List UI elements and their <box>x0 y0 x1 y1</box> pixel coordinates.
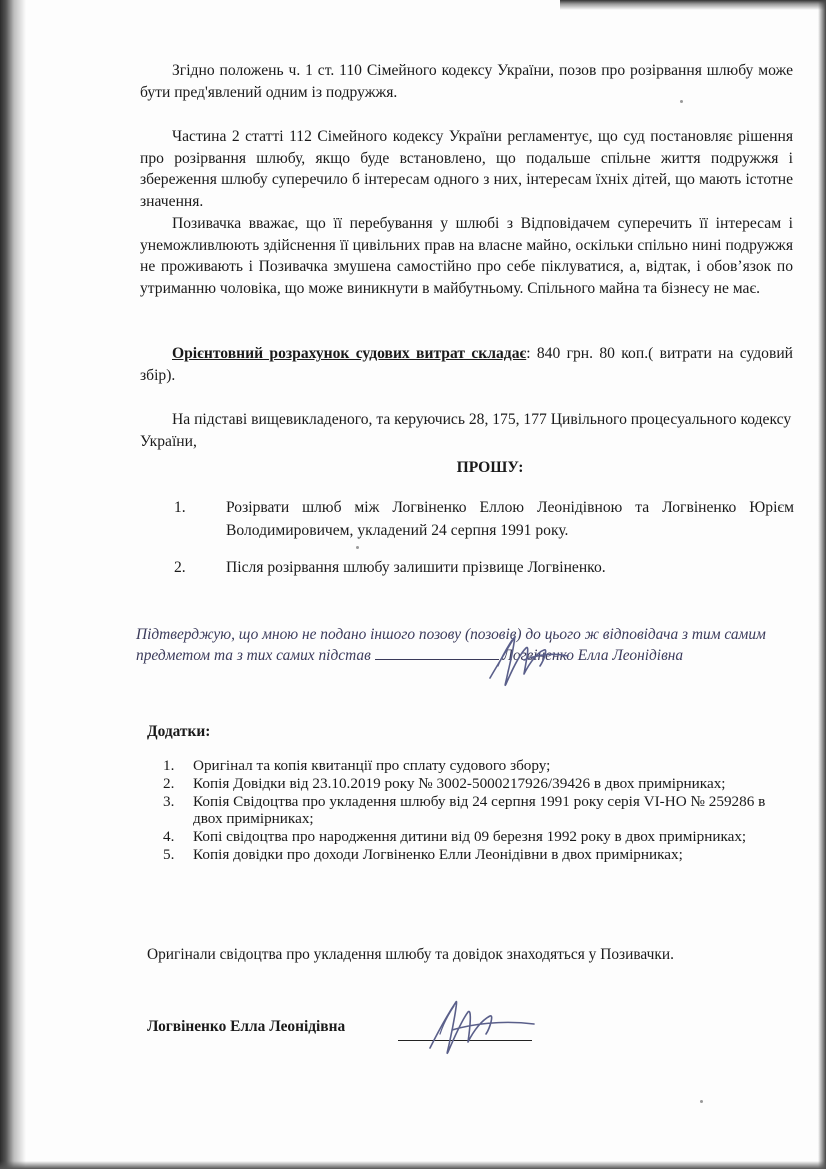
annex-number: 4. <box>163 828 175 846</box>
scan-shadow-right <box>818 0 826 1169</box>
signer-name: Логвіненко Елла Леонідівна <box>147 1018 346 1035</box>
paragraph-text: Позивачка вважає, що її перебування у шлюбі з Відповідачем суперечить її інтересам і унеможливлюють здійснення її цивільних прав на власне майно, оскільки спільно нині подружжя не проживають і Позивачка змушена самостійно про себе піклуватися, а, відтак, і обов’язок по утриманню чоловіка, що може виникнути в майбутньому. Спільного майна та бізнесу не має. <box>140 215 793 297</box>
signature-mark <box>412 990 542 1070</box>
annex-text: Копія довідки про доходи Логвіненко Елли Леонідівни в двох примірниках; <box>193 845 683 863</box>
annex-text: Оригінал та копія квитанції про сплату судового збору; <box>193 757 551 774</box>
confirmation-name: Логвіненко Елла Леонідівна <box>502 647 684 664</box>
annex-item <box>163 846 783 864</box>
court-costs-value: : 840 грн. 80 коп.( витрати на судовий збір). <box>140 345 794 384</box>
signature-mark <box>468 626 588 696</box>
annex-item <box>163 757 783 775</box>
paragraph-court-costs <box>140 343 793 386</box>
request-number: 2. <box>174 559 186 576</box>
annex-number: 1. <box>163 757 175 774</box>
annex-item <box>163 828 783 846</box>
annex-text: Копія Свідоцтва про укладення шлюбу від 24 серпня 1991 року серія VI-НО № 259286 в двох примірниках; <box>193 792 766 828</box>
originals-note: Оригінали свідоцтва про укладення шлюбу та довідок знаходяться у Позивачки. <box>147 946 674 963</box>
request-text: Розірвати шлюб між Логвіненко Еллою Леонідівною та Логвіненко Юрієм Володимировичем, укладений 24 серпня 1991 року. <box>226 499 794 539</box>
scan-shadow-left <box>0 0 26 1169</box>
request-heading: ПРОШУ: <box>456 459 524 476</box>
request-text: Після розірвання шлюбу залишити прізвище Логвіненко. <box>226 559 606 576</box>
scan-speck <box>700 1100 703 1103</box>
annex-title: Додатки: <box>147 723 211 740</box>
court-costs-line <box>140 343 793 386</box>
paragraph-family-code-110 <box>140 60 793 103</box>
paragraph-text: Згідно положень ч. 1 ст. 110 Сімейного кодексу України, позов про розірвання шлюбу може бути пред'явлений одним із подружжя. <box>140 62 793 101</box>
scan-speck <box>356 546 359 549</box>
annex-item <box>163 793 783 829</box>
paragraph-plaintiff-position <box>140 213 793 299</box>
scan-shadow-top <box>560 0 826 10</box>
paragraph-text: Частина 2 статті 112 Сімейного кодексу України регламентує, що суд постановляє рішення про розірвання шлюбу, якщо буде встановлено, що подальше спільне життя подружжя і збереження шлюбу суперечило б інтересам одного з них, інтересам їхніх дітей, що мають істотне значення. <box>140 128 793 210</box>
paragraph-family-code-112 <box>140 126 793 212</box>
request-number: 1. <box>174 499 186 516</box>
annex-item <box>163 775 783 793</box>
annex-list <box>163 757 783 864</box>
paragraph-text: На підставі вищевикладеного, та керуючись 28, 175, 177 Цивільного процесуального кодексу України, <box>140 411 792 450</box>
court-costs-label: Орієнтовний розрахунок судових витрат складає <box>172 345 527 362</box>
annex-number: 2. <box>163 774 175 792</box>
annex-number: 3. <box>163 792 175 810</box>
annex-text: Копі свідоцтва про народження дитини від 09 березня 1992 року в двох примірниках; <box>193 828 747 846</box>
confirmation-text: Підтверджую, що мною не подано іншого позову (позовів) до цього ж відповідача з тим самим предметом та з тих самих підстав <box>136 626 766 664</box>
annex-number: 5. <box>163 845 175 863</box>
paragraph-legal-basis <box>140 409 793 452</box>
annex-text: Копія Довідки від 23.10.2019 року № 3002-5000217926/39426 в двох примірниках; <box>193 774 726 792</box>
scan-shadow-bottom <box>0 1161 826 1169</box>
